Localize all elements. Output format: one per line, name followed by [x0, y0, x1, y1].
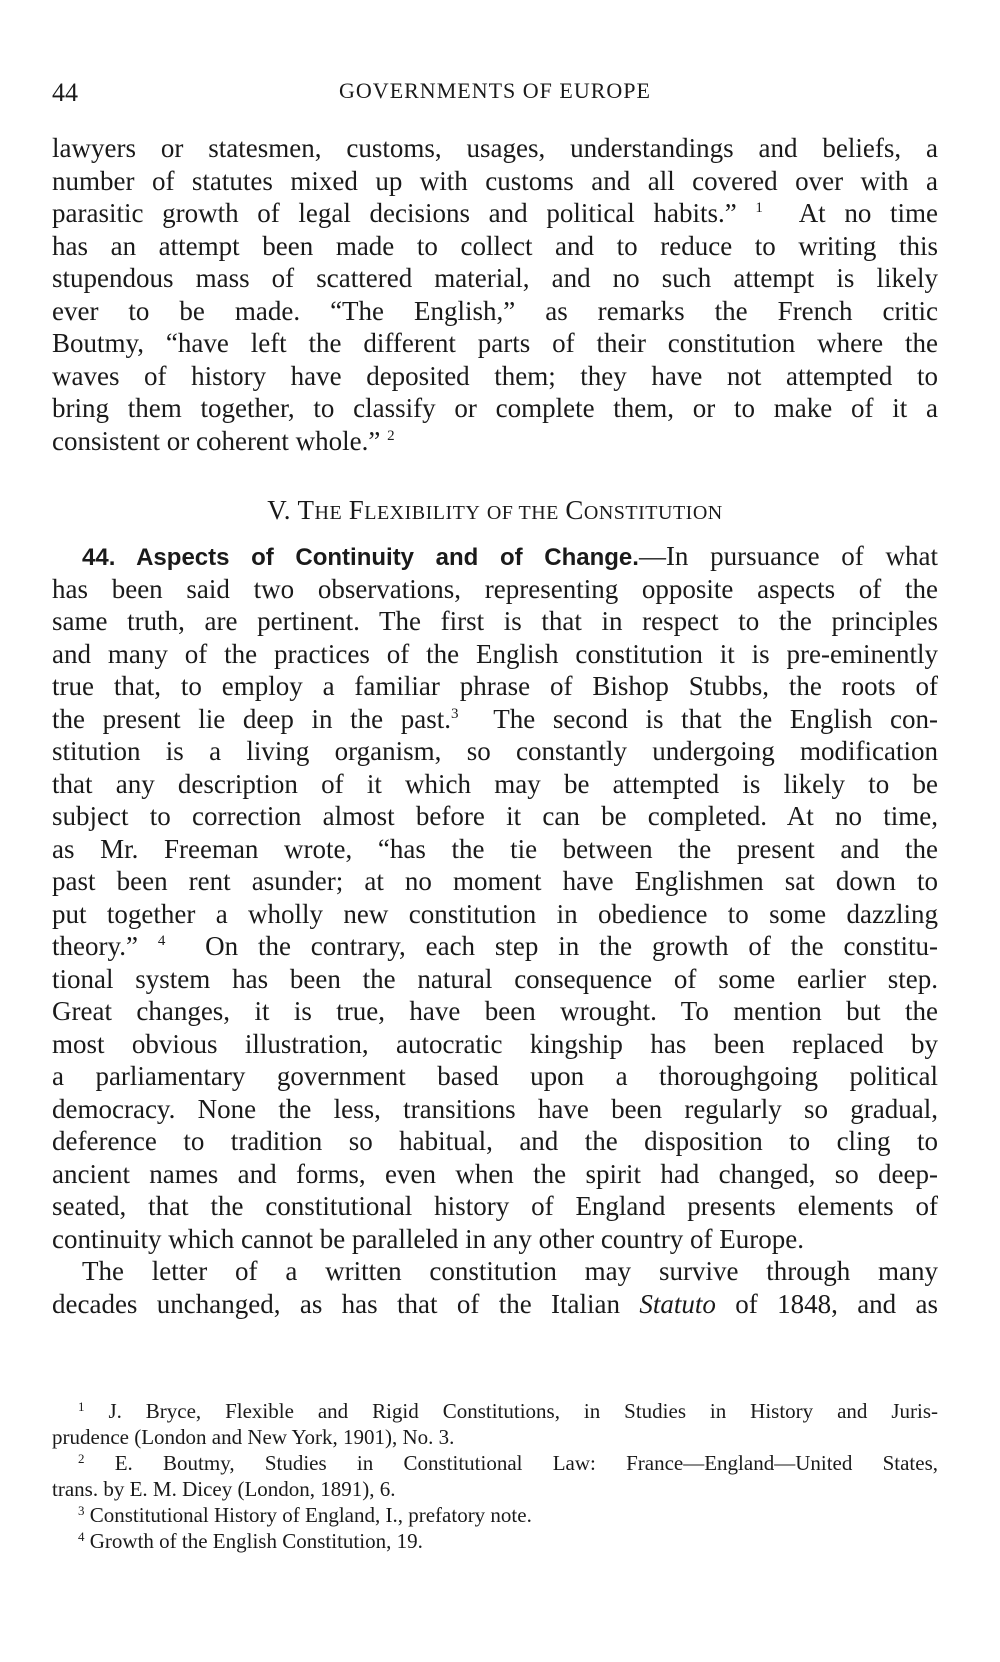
text-line: theory.” $^4$ On the contrary, each step in the growth of the constitu- — [52, 931, 939, 961]
text-line: The letter of a written constitution may survive through many — [82, 1256, 938, 1286]
footnote-1-cont: prudence (London and New York, 1901), No. 3. — [52, 1425, 455, 1449]
text-line: bring them together, to classify or complete them, or to make of it a — [52, 393, 938, 423]
text-line: lawyers or statesmen, customs, usages, understandings and beliefs, a — [52, 133, 938, 163]
italic-title: Statuto — [639, 1288, 716, 1319]
footnote-4: $^4$ Growth of the English Constitution, 19. — [78, 1529, 423, 1553]
text-line: the present lie deep in the past.$^3$ The second is that the English con- — [52, 703, 938, 734]
text-line: democracy. None the less, transitions have been regularly so gradual, — [52, 1093, 938, 1124]
text-line: number of statutes mixed up with customs and all covered over with a — [52, 165, 938, 196]
text-line: consistent or coherent whole.” $^2$ — [52, 425, 395, 456]
text-line: same truth, are pertinent. The first is that in respect to the principles — [52, 606, 938, 636]
text-line: stitution is a living organism, so constantly undergoing modification — [52, 736, 938, 766]
text-line: waves of history have deposited them; they have not attempted to — [52, 360, 938, 391]
text-line: has an attempt been made to collect and to reduce to writing this — [52, 230, 938, 261]
text-line: continuity which cannot be paralleled in any other country of Europe. — [52, 1223, 805, 1254]
footnote-2-cont: trans. by E. M. Dicey (London, 1891), 6. — [52, 1477, 396, 1501]
text-line: deference to tradition so habitual, and the disposition to cling to — [52, 1126, 938, 1156]
text-line: stupendous mass of scattered material, and no such attempt is likely — [52, 263, 938, 293]
text-line: past been rent asunder; at no moment have Englishmen sat down to — [52, 866, 938, 896]
text-line: ever to be made. “The English,” as remarks the French critic — [52, 295, 938, 326]
text-line: subject to correction almost before it can be completed. At no time, — [52, 801, 938, 831]
text-line: parasitic growth of legal decisions and political habits.” $^1$ At no time — [52, 198, 938, 228]
paragraph-44 — [52, 540, 938, 1320]
text-line: decades unchanged, as has that of the Italian Statuto of 1848, and as — [52, 1288, 939, 1319]
text-line: true that, to employ a familiar phrase of Bishop Stubbs, the roots of — [52, 671, 938, 701]
text-line: has been said two observations, representing opposite aspects of the — [52, 573, 938, 604]
text-line: tional system has been the natural consequence of some earlier step. — [52, 963, 938, 994]
footnote-ref[interactable]: 1 — [755, 200, 763, 216]
footnotes — [52, 1398, 938, 1554]
text-line: as Mr. Freeman wrote, “has the tie between the present and the — [52, 833, 938, 864]
text-line: ancient names and forms, even when the spirit had changed, so deep- — [52, 1158, 938, 1189]
text-line: and many of the practices of the English constitution it is pre-eminently — [52, 638, 938, 669]
text-line: put together a wholly new constitution in obedience to some dazzling — [52, 898, 938, 929]
paragraph-lead: 44. Aspects of Continuity and of Change. — [82, 544, 639, 571]
footnote-ref[interactable]: 3 — [450, 705, 459, 722]
text-line: 44. Aspects of Continuity and of Change.—In pursuance of what — [82, 541, 938, 571]
section-heading: V. THE FLEXIBILITY OF THE CONSTITUTION — [267, 495, 723, 525]
text-line: Great changes, it is true, have been wrought. To mention but the — [52, 996, 938, 1026]
text-line: Boutmy, “have left the different parts of their constitution where the — [52, 328, 938, 358]
footnote-ref[interactable]: 4 — [157, 933, 166, 949]
text-line: a parliamentary government based upon a thoroughgoing political — [52, 1061, 938, 1091]
page-number: 44 — [52, 78, 78, 107]
paragraph-1 — [52, 132, 938, 457]
text-line: most obvious illustration, autocratic kingship has been replaced by — [52, 1028, 938, 1059]
footnote-3: $^3$ Constitutional History of England, I., prefatory note. — [78, 1503, 532, 1527]
footnote-2: $^2$ E. Boutmy, Studies in Constitutional Law: France—England—United States, — [78, 1451, 939, 1475]
text-line: that any description of it which may be attempted is likely to be — [52, 768, 938, 799]
running-head: GOVERNMENTS OF EUROPE — [339, 78, 651, 103]
text-line: seated, that the constitutional history of England presents elements of — [52, 1191, 938, 1221]
footnote-1: $^1$ J. Bryce, Flexible and Rigid Constitutions, in Studies in History and Juris- — [78, 1399, 939, 1423]
footnote-ref[interactable]: 2 — [387, 427, 395, 444]
page-header — [52, 72, 938, 112]
